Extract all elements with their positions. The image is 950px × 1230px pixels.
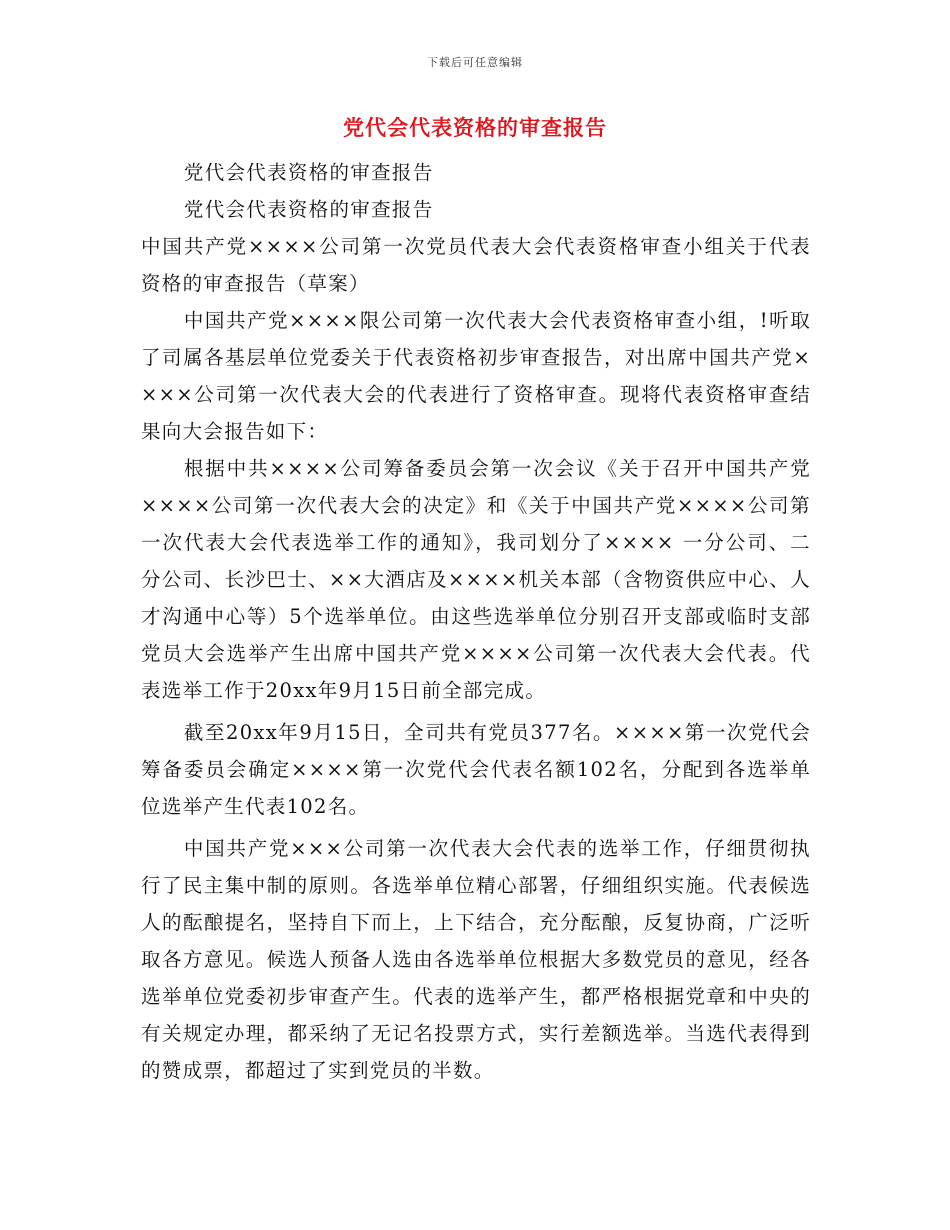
paragraph-member-count: 截至20xx年9月15日，全司共有党员377名。××××第一次党代会筹备委员会确定××××第一次党代会代表名额102名，分配到各选举单位选举产生代表102名。	[141, 721, 811, 818]
paragraph-election-process: 中国共产党×××公司第一次代表大会代表的选举工作，仔细贯彻执行了民主集中制的原则。各选举单位精心部署，仔细组织实施。代表候选人的酝酿提名，坚持自下而上，上下结合，充分酝酿，反复协商，广泛听取各方意见。候选人预备人选由各选举单位根据大多数党员的意见，经各选举单位党委初步审查产生。代表的选举产生，都严格根据党章和中央的有关规定办理，都采纳了无记名投票方式，实行差额选举。当选代表得到的赞成票，都超过了实到党员的半数。	[141, 837, 811, 1082]
paragraph-election-units: 根据中共××××公司筹备委员会第一次会议《关于召开中国共产党××××公司第一次代表大会的决定》和《关于中国共产党××××公司第一次代表大会代表选举工作的通知》，我司划分了×××× 一分公司、二分公司、长沙巴士、××大酒店及××××机关本部（含物资供应中心、人才沟通中心等）5个选举单位。由这些选举单位分别召开支部或临时支部党员大会选举产生出席中国共产党××××公司第一次代表大会代表。代表选举工作于20xx年9月15日前全部完成。	[141, 457, 811, 702]
page-header-note: 下载后可任意编辑	[427, 56, 523, 69]
paragraph-report-heading: 中国共产党××××公司第一次党员代表大会代表资格审查小组关于代表资格的审查报告（草案）	[141, 235, 811, 295]
paragraph-intro: 中国共产党××××限公司第一次代表大会代表资格审查小组，!听取了司属各基层单位党委关于代表资格初步审查报告，对出席中国共产党××××公司第一次代表大会的代表进行了资格审查。现将代表资格审查结果向大会报告如下：	[141, 309, 811, 443]
paragraph-subtitle-2: 党代会代表资格的审查报告	[183, 198, 434, 221]
paragraph-subtitle-1: 党代会代表资格的审查报告	[183, 161, 434, 184]
document-body	[141, 154, 811, 1089]
document-title: 党代会代表资格的审查报告	[343, 115, 607, 140]
